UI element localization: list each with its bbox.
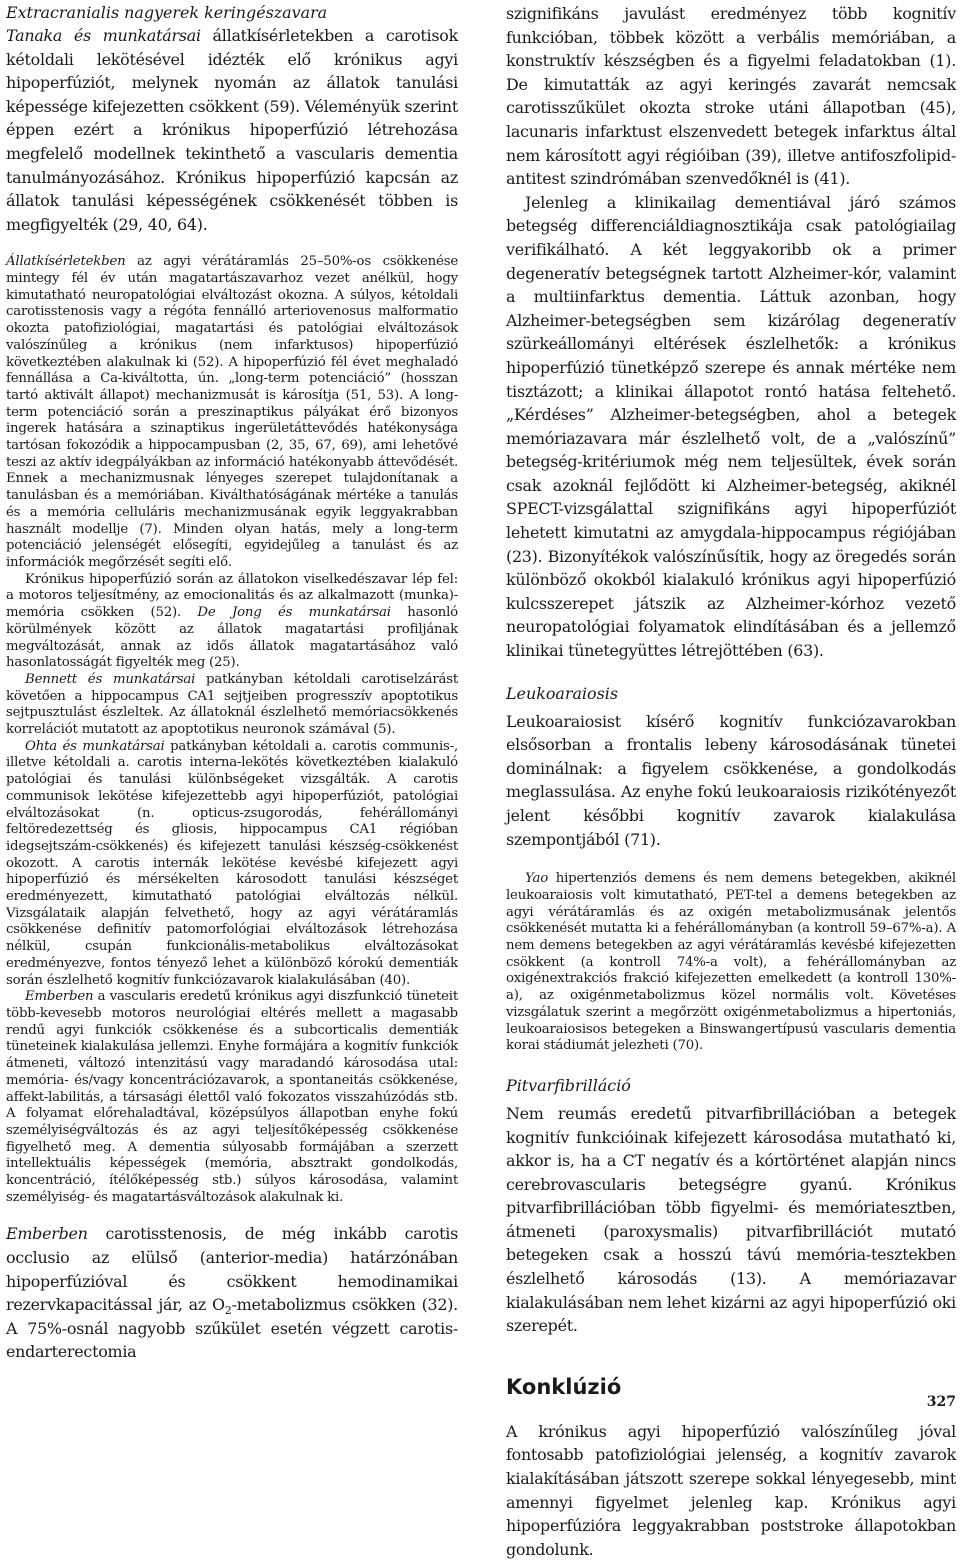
paragraph-pitvarfibrillacio: Nem reumás eredetű pitvarfibrillációban a betegek kognitív funkcióinak kifejezett károsodása mutatható ki, akkor is, ha a CT negatív és a kórtörténet alapján nincs cerebrovascularis betegségre gyanú. Krónikus pitvarfibrillációban több figyelmi- és memóriatesztben, átmeneti (paroxysmalis) pitvarfibrillációt mutató betegeken csak a hosszú távú memória-tesztekben észlelhető károsodás (13). A memóriazavar kialakulásában nem lehet kizárni az agyi hipoperfúzió oki szerepét. bbox=[506, 1103, 956, 1336]
italic-yao: Yao bbox=[525, 871, 549, 887]
paragraph-emberben-text: carotisstenosis, de még inkább carotis occlusio az elülső (anterior-media) határzónában hipoperfúzióval és csökkent hemodinamikai rezervkapacitással jár, az O bbox=[6, 1224, 458, 1315]
paragraph-text-run: állatkísérletekben a carotisok kétoldali lekötésével idézték elő krónikus agyi hipoperfúziót, melynek nyomán az állatok tanulási képessége kifejezetten csökkent (59). Véleményük szerint éppen ezért a krónikus hipoperfúzió létrehozása megfelelő modellnek tekinthető a vascularis dementia tanulmányozásához. Krónikus hipoperfúzió kapcsán az állatok tanulási képességének csökkenését többen is megfigyelték (29, 40, 64). bbox=[6, 26, 458, 234]
italic-author-name: Állatkísérletekben bbox=[6, 254, 126, 270]
paragraph-text-run: patkányban kétoldali carotiselzárást követően a hippocampus CA1 sejtjeiben progresszív apoptotikus sejtpusztulást észleltek. Az állatoknál észlelhető memóriacsökkenés korrelációt mutatott az apoptotikus neuronok számával (5). bbox=[6, 671, 458, 738]
paragraph-emberben-text-end: -metabolizmus csökken (32). A 75%-osnál nagyobb szűkület esetén végzett carotis-endarterectomia bbox=[6, 1295, 458, 1362]
section-heading-extracranialis: Extracranialis nagyerek keringészavara bbox=[6, 3, 328, 22]
italic-emberben: Emberben bbox=[6, 1224, 88, 1244]
paragraph-yao-text: hipertenziós demens és nem demens betegekben, akiknél leukoaraiosis volt kimutatható, PET-tel a demens betegekben az agyi vérátáramlás és az oxigén metabolizmusának jelentős csökkenését mutatta ki a fehérállományban (a kontroll 59–67%-a). A nem demens betegekben az agyi vérátáramlás kevésbé kifejezetten csökkent (a kontroll 74%-a volt), a fehérállományban az oxigénextrakciós frakció kifejezetten emelkedett (a kontroll 130%-a), az oxigénmetabolizmus közel normális volt. Követéses vizsgálatuk szerint a megőrzött oxigénmetabolizmus a hipertoniás, leukoaraiosisos betegeken a Binswangertípusú vascularis dementia korai stádiumát jelezheti (70). bbox=[506, 871, 956, 1054]
paragraph-leukoaraiosis: Leukoaraiosist kísérő kognitív funkciózavarokban elsősorban a frontalis lebeny károsodásának tünetei dominálnak: a figyelem csökkenése, a gondolkodás meglassulása. Az enyhe fokú leukoaraiosis rizikótényezőt jelent későbbi kognitív zavarok kialakulása szempontjából (71). bbox=[506, 711, 956, 849]
italic-author-name: Tanaka és munkatársai bbox=[6, 26, 201, 45]
paragraph-tanaka bbox=[6, 24, 458, 236]
small-print-paragraph bbox=[6, 672, 458, 739]
paragraph-text-run: patkányban kétoldali a. carotis communis-, illetve kétoldali a. carotis interna-lekötés következtében kialakuló patológiai és tanulási különbségeket vizsgálták. A carotis communisok lekötése kifejezettebb agyi hipoperfúziót, patológiai elváltozásokat (n. opticus-zsugorodás, fehérállományi feltöredezettség és gliosis, hippocampus CA1 régióban idegsejtszám-csökkenés) és kifejezett tanulási készség-csökkenést okozott. A carotis internák lekötése kevésbé kifejezett agyi hipoperfúzió és mérsékelten károsodott tanulási készséget eredményezett, kimutatható patológiai elváltozás nélkül. Vizsgálataik alapján felvethető, hogy az agyi vérátáramlás csökkenése definitív patomorfológiai elváltozások létrehozása nélkül, csupán funkcionális-metabolikus elváltozásokat eredményezve, fontos tényező lehet a különböző kórokú dementiák során észlelhető kognitív funkciózavarok kialakulásában (40). bbox=[6, 738, 458, 988]
paragraph-konkluzio: A krónikus agyi hipoperfúzió valószínűleg jóval fontosabb patofiziológiai jelenség, a kognitív zavarok kialakításában játszott szerepe sokkal lényegesebb, mint amennyi figyelmet jelenleg kap. Krónikus agyi hipoperfúzióra leggyakrabban poststroke állapotokban gondolunk. bbox=[506, 1421, 956, 1559]
italic-author-name: Ohta és munkatársai bbox=[25, 738, 165, 754]
small-print-block bbox=[6, 254, 458, 1206]
section-heading-konkluzio: Konklúzió bbox=[506, 1374, 622, 1399]
small-print-paragraph bbox=[6, 739, 458, 990]
paragraph-emberben-carotis bbox=[6, 1222, 458, 1364]
section-heading-leukoaraiosis: Leukoaraiosis bbox=[506, 683, 618, 703]
paragraph-text-run: a vascularis eredetű krónikus agyi diszfunkció tüneteit több-kevesebb motoros neurológiai eltérés mellett a magasabb rendű agyi funkciók csökkenése és a subcorticalis dementiák tüneteinek kialakulása jellemzi. Enyhe formájára a kognitív funkciók átmeneti, változó intenzitású vagy maradandó károsodása utal: memória- és/vagy koncentrációzavarok, a spontaneitás csökkenése, affekt-labilitás, a társasági élettől való fokozatos visszahúzódás stb. A folyamat előrehaladtával, középsúlyos állapotban enyhe fokú személyiségváltozás és az agyi teljesítőképesség csökkenése figyelhető meg. A dementia súlyosabb formájában a szerzett intellektuális képességek (memória, absztrakt gondolkodás, koncentráció, ítélőképesség stb.) súlyos károsodása, valamint személyiség- és magatartásváltozások alakulnak ki. bbox=[6, 989, 458, 1205]
section-heading-pitvarfibrillacio: Pitvarfibrilláció bbox=[506, 1075, 631, 1095]
paragraph-text-run: Krónikus hipoperfúzió során az állatokon viselkedészavar lép fel: a motoros teljesítmény, az emocionalitás és az alkalmazott (munka)-memória csökken (52). bbox=[6, 571, 458, 621]
small-print-paragraph bbox=[6, 989, 458, 1206]
italic-author-name: Emberben bbox=[25, 989, 94, 1005]
subscript-2: 2 bbox=[224, 1304, 232, 1318]
paragraph-dementia: Jelenleg a klinikailag dementiával járó számos betegség differenciáldiagnosztikája csak patológiailag verifikálható. A két leggyakoribb ok a primer degeneratív betegségnek tartott Alzheimer-kór, valamint a multiinfarktus dementia. Láttuk azonban, hogy Alzheimer-betegségben sem kizárólag degeneratív szürkeállományi eltérések észlelhetők: a krónikus hipoperfúzió tünetképző szerepe és annak mértéke nem tisztázott; a klinikai állapotot rontó hatása feltehető. „Kérdéses” Alzheimer-betegségben, ahol a betegek memóriazavara már észlelhető volt, de a „valószínű” betegség-kritériumok még nem teljesültek, évek során csak azoknál fejlődött ki Alzheimer-betegség, akiknél SPECT-vizsgálattal szignifikáns agyi hipoperfúziót lehetett kimutatni az amygdala-hippocampus régiójában (23). Bizonyítékok valószínűsítik, hogy az öregedés során különböző okokból kialakuló krónikus agyi hipoperfúzió kulcsszerepet játszik az Alzheimer-kórhoz vezető neuropatológiai folyamatok elindításában és a jellemző klinikai tünetegyüttes létrejöttében (63). bbox=[506, 192, 956, 661]
italic-author-name: De Jong és munkatársai bbox=[197, 605, 391, 621]
small-print-paragraph bbox=[6, 254, 458, 571]
small-print-paragraph bbox=[6, 572, 458, 672]
paragraph-text-run: hasonló körülmények között az állatok magatartási profiljának megváltozását, annak az idős állatok magatartásához való hasonlatosságát figyelték meg (25). bbox=[6, 605, 458, 671]
page-number: 327 bbox=[926, 1394, 956, 1410]
right-column bbox=[506, 2, 956, 1561]
paragraph-text-run: az agyi vérátáramlás 25–50%-os csökkenése mintegy fél év után magatartászavarhoz vezet anélkül, hogy kimutatható neuropatológiai elváltozást okozna. A súlyos, kétoldali carotisstenosis vagy a régóta fennálló arteriovenosus malformatio okozta patofiziológiai, magatartási és patológiai elváltozások valószínűleg a krónikus (nem infarktusos) hipoperfúzió következtében alakulnak ki (52). A hipoperfúzió fél évet meghaladó fennállása a Ca-kiváltotta, ún. „long-term potenciáció” (hosszan tartó aktivált állapot) mechanizmusát is károsítja (51, 53). A long-term potenciáció során a preszinaptikus pályákat érő bizonyos ingerek hatására a szinaptikus ingerületáttevődés hatékonysága tartósan fokozódik a hippocampusban (2, 35, 67, 69), ami lehetővé teszi az aktív idegpályákban az információ hatékonyabb áttevődését. Ennek a mechanizmusnak lényeges szerepet tulajdonítanak a tanulásban és a memóriában. Kiválthatóságának mértéke a tanulás és a memória celluláris mechanizmusának egyik leggyakrabban használt modellje (7). Minden olyan hatás, mely a long-term potenciáció jelenségét elősegíti, egyidejűleg a tanulást és az információk megőrzését segíti elő. bbox=[6, 254, 458, 570]
left-column bbox=[6, 2, 458, 1364]
paragraph-continued: szignifikáns javulást eredményez több kognitív funkcióban, többek között a verbális memóriában, a konstruktív készségben és a figyelmi feladatokban (1). De kimutatták az agyi keringés zavarát nemcsak carotisszűkület okozta stroke utáni állapotban (45), lacunaris infarktust elszenvedett betegek infarktus által nem károsított agyi régióiban (39), illetve antifoszfolipid-antitest szindrómában szenvedőknél is (41). bbox=[506, 4, 956, 189]
italic-author-name: Bennett és munkatársai bbox=[25, 671, 196, 687]
paragraph-yao bbox=[506, 871, 956, 1055]
